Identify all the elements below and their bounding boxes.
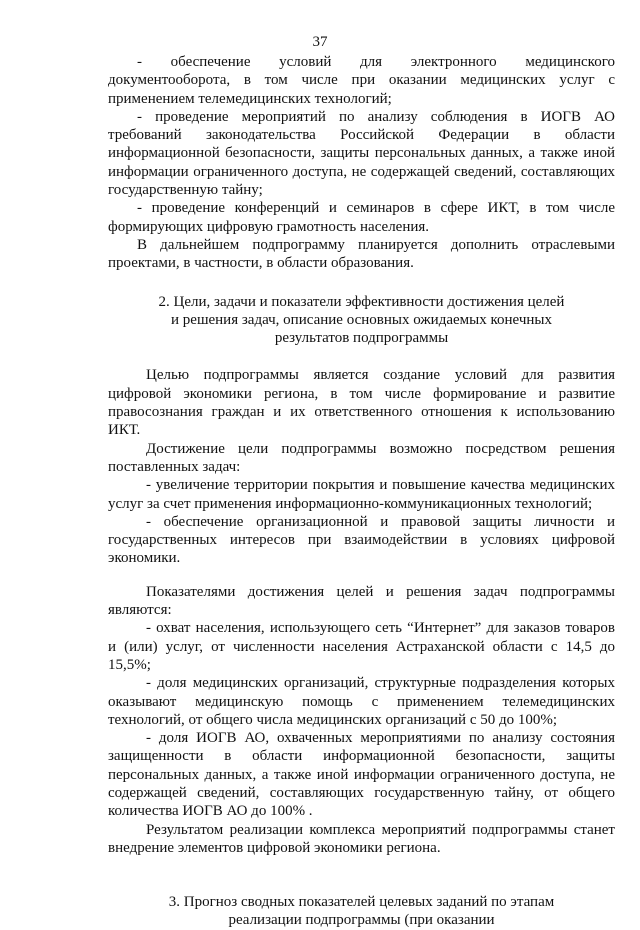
bullet-paragraph: - доля медицинских организаций, структурные подразделения которых оказывают медицинскую помощь с применением телемедицинских технологий, от общего числа медицинских организаций с 50 до 100%; [108, 675, 615, 728]
bullet-paragraph: - увеличение территории покрытия и повышение качества медицинских услуг за счет применения информационно-коммуникационных технологий; [108, 477, 615, 512]
bullet-paragraph: - охват населения, использующего сеть “Интернет” для заказов товаров и (или) услуг, от численности населения Астраханской области с 14,5 до 15,5%; [108, 620, 615, 673]
document-body [108, 53, 615, 930]
section-heading-3: 3. Прогноз сводных показателей целевых заданий по этапам реализации подпрограммы (при оказании [168, 894, 555, 929]
section-heading-2: 2. Цели, задачи и показатели эффективности достижения целей и решения задач, описание основных ожидаемых конечных результатов подпрограммы [158, 293, 565, 347]
bullet-paragraph: - обеспечение условий для электронного медицинского документооборота, в том числе при оказании медицинских услуг с применением телемедицинских технологий; [108, 54, 615, 107]
bullet-paragraph: - проведение конференций и семинаров в сфере ИКТ, в том числе формирующих цифровую грамотность населения. [108, 200, 615, 235]
page-number: 37 [312, 34, 328, 50]
body-paragraph: В дальнейшем подпрограмму планируется дополнить отраслевыми проектами, в частности, в области образования. [108, 236, 615, 272]
body-paragraph: Показателями достижения целей и решения задач подпрограммы являются: [108, 583, 615, 619]
bullet-paragraph: - обеспечение организационной и правовой защиты личности и государственных интересов при взаимодействии в условиях цифровой экономики. [108, 513, 615, 567]
body-paragraph: Достижение цели подпрограммы возможно посредством решения поставленных задач: [108, 440, 615, 475]
bullet-paragraph: - доля ИОГВ АО, охваченных мероприятиями по анализу состояния защищенности в области информационной безопасности, защиты персональных данных, а также иной информации ограниченного доступа, не содержащей сведений, составляющих государственную тайну, от общего количества ИОГВ АО до 100% . [108, 730, 615, 820]
body-paragraph: Целью подпрограммы является создание условий для развития цифровой экономики региона, в том числе формирование и развитие правосознания граждан и их ответственного отношения к использованию ИКТ. [108, 367, 615, 439]
body-paragraph: Результатом реализации комплекса мероприятий подпрограммы станет внедрение элементов цифровой экономики региона. [108, 821, 615, 856]
bullet-paragraph: - проведение мероприятий по анализу соблюдения в ИОГВ АО требований законодательства Российской Федерации в области информационной безопасности, защиты персональных данных, а также иной информации ограниченного доступа, не содержащей сведений, составляющих государственную тайну; [108, 108, 615, 199]
